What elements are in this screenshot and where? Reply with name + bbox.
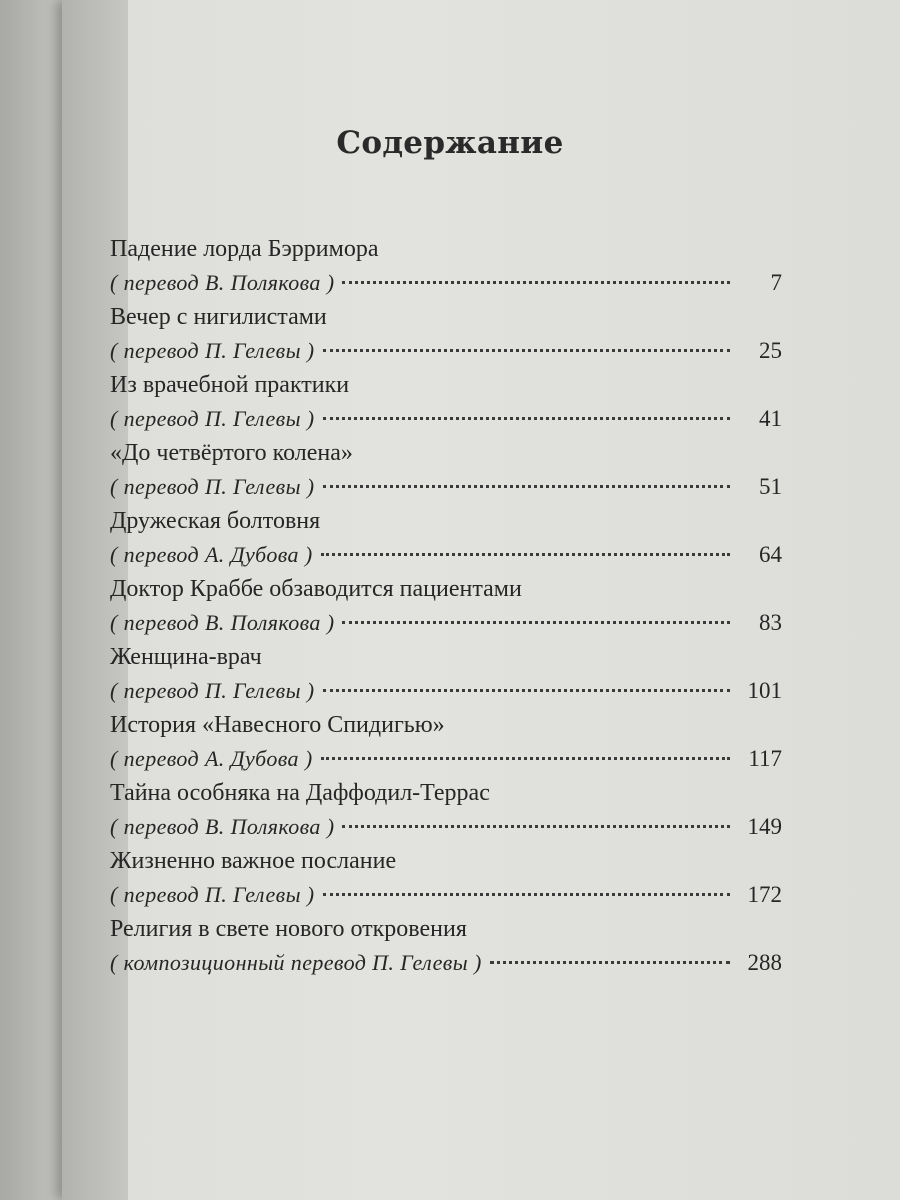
dot-leader — [323, 417, 731, 420]
toc-entry — [110, 368, 782, 436]
entry-translator: ( перевод В. Полякова ) — [110, 270, 335, 295]
toc-entry — [110, 640, 782, 708]
entry-page-number: 288 — [747, 950, 782, 975]
dot-leader — [323, 349, 731, 352]
entry-title: Доктор Краббе обзаводится пациентами — [110, 576, 522, 602]
dot-leader — [323, 893, 731, 896]
toc-entry — [110, 436, 782, 504]
toc-entry — [110, 572, 782, 640]
entry-line — [110, 946, 782, 980]
entry-line — [110, 334, 782, 368]
entry-translator: ( перевод А. Дубова ) — [110, 542, 313, 567]
entry-title: Женщина-врач — [110, 644, 262, 670]
entry-line — [110, 266, 782, 300]
entry-title: Из врачебной практики — [110, 372, 350, 398]
dot-leader — [323, 485, 731, 488]
entry-line — [110, 674, 782, 708]
page-title: Содержание — [336, 125, 564, 161]
entry-translator: ( перевод П. Гелевы ) — [110, 338, 315, 363]
entry-page-number: 7 — [770, 270, 782, 295]
dot-leader — [490, 961, 730, 964]
entry-translator: ( перевод В. Полякова ) — [110, 610, 335, 635]
table-of-contents — [110, 232, 782, 980]
entry-line — [110, 470, 782, 504]
entry-title: История «Навесного Спидигью» — [110, 712, 445, 738]
dot-leader — [323, 689, 731, 692]
entry-translator: ( перевод П. Гелевы ) — [110, 474, 315, 499]
toc-entry — [110, 912, 782, 980]
entry-line — [110, 402, 782, 436]
entry-page-number: 51 — [759, 474, 782, 499]
dot-leader — [321, 757, 730, 760]
toc-entry — [110, 776, 782, 844]
entry-page-number: 83 — [759, 610, 782, 635]
entry-page-number: 101 — [747, 678, 782, 703]
dot-leader — [342, 621, 730, 624]
entry-title: Дружеская болтовня — [110, 508, 321, 534]
entry-page-number: 25 — [759, 338, 782, 363]
entry-line — [110, 742, 782, 776]
entry-page-number: 117 — [748, 746, 782, 771]
entry-translator: ( перевод В. Полякова ) — [110, 814, 335, 839]
entry-translator: ( перевод П. Гелевы ) — [110, 678, 315, 703]
entry-title: Вечер с нигилистами — [110, 304, 327, 330]
entry-translator: ( перевод П. Гелевы ) — [110, 882, 315, 907]
toc-entry — [110, 708, 782, 776]
entry-page-number: 149 — [747, 814, 782, 839]
entry-title: Религия в свете нового откровения — [110, 916, 467, 942]
toc-entry — [110, 504, 782, 572]
dot-leader — [321, 553, 730, 556]
toc-entry — [110, 232, 782, 300]
entry-title: Тайна особняка на Даффодил-Террас — [110, 780, 490, 806]
entry-page-number: 172 — [747, 882, 782, 907]
entry-title: Жизненно важное послание — [110, 848, 397, 874]
entry-translator: ( перевод П. Гелевы ) — [110, 406, 315, 431]
entry-translator: ( перевод А. Дубова ) — [110, 746, 313, 771]
entry-line — [110, 878, 782, 912]
toc-entry — [110, 300, 782, 368]
entry-line — [110, 810, 782, 844]
entry-line — [110, 606, 782, 640]
entry-page-number: 64 — [759, 542, 782, 567]
entry-line — [110, 538, 782, 572]
entry-title: «До четвёртого колена» — [110, 440, 353, 466]
entry-translator: ( композиционный перевод П. Гелевы ) — [110, 950, 482, 975]
dot-leader — [342, 825, 730, 828]
entry-title: Падение лорда Бэрримора — [110, 236, 379, 262]
entry-page-number: 41 — [759, 406, 782, 431]
toc-entry — [110, 844, 782, 912]
dot-leader — [342, 281, 730, 284]
